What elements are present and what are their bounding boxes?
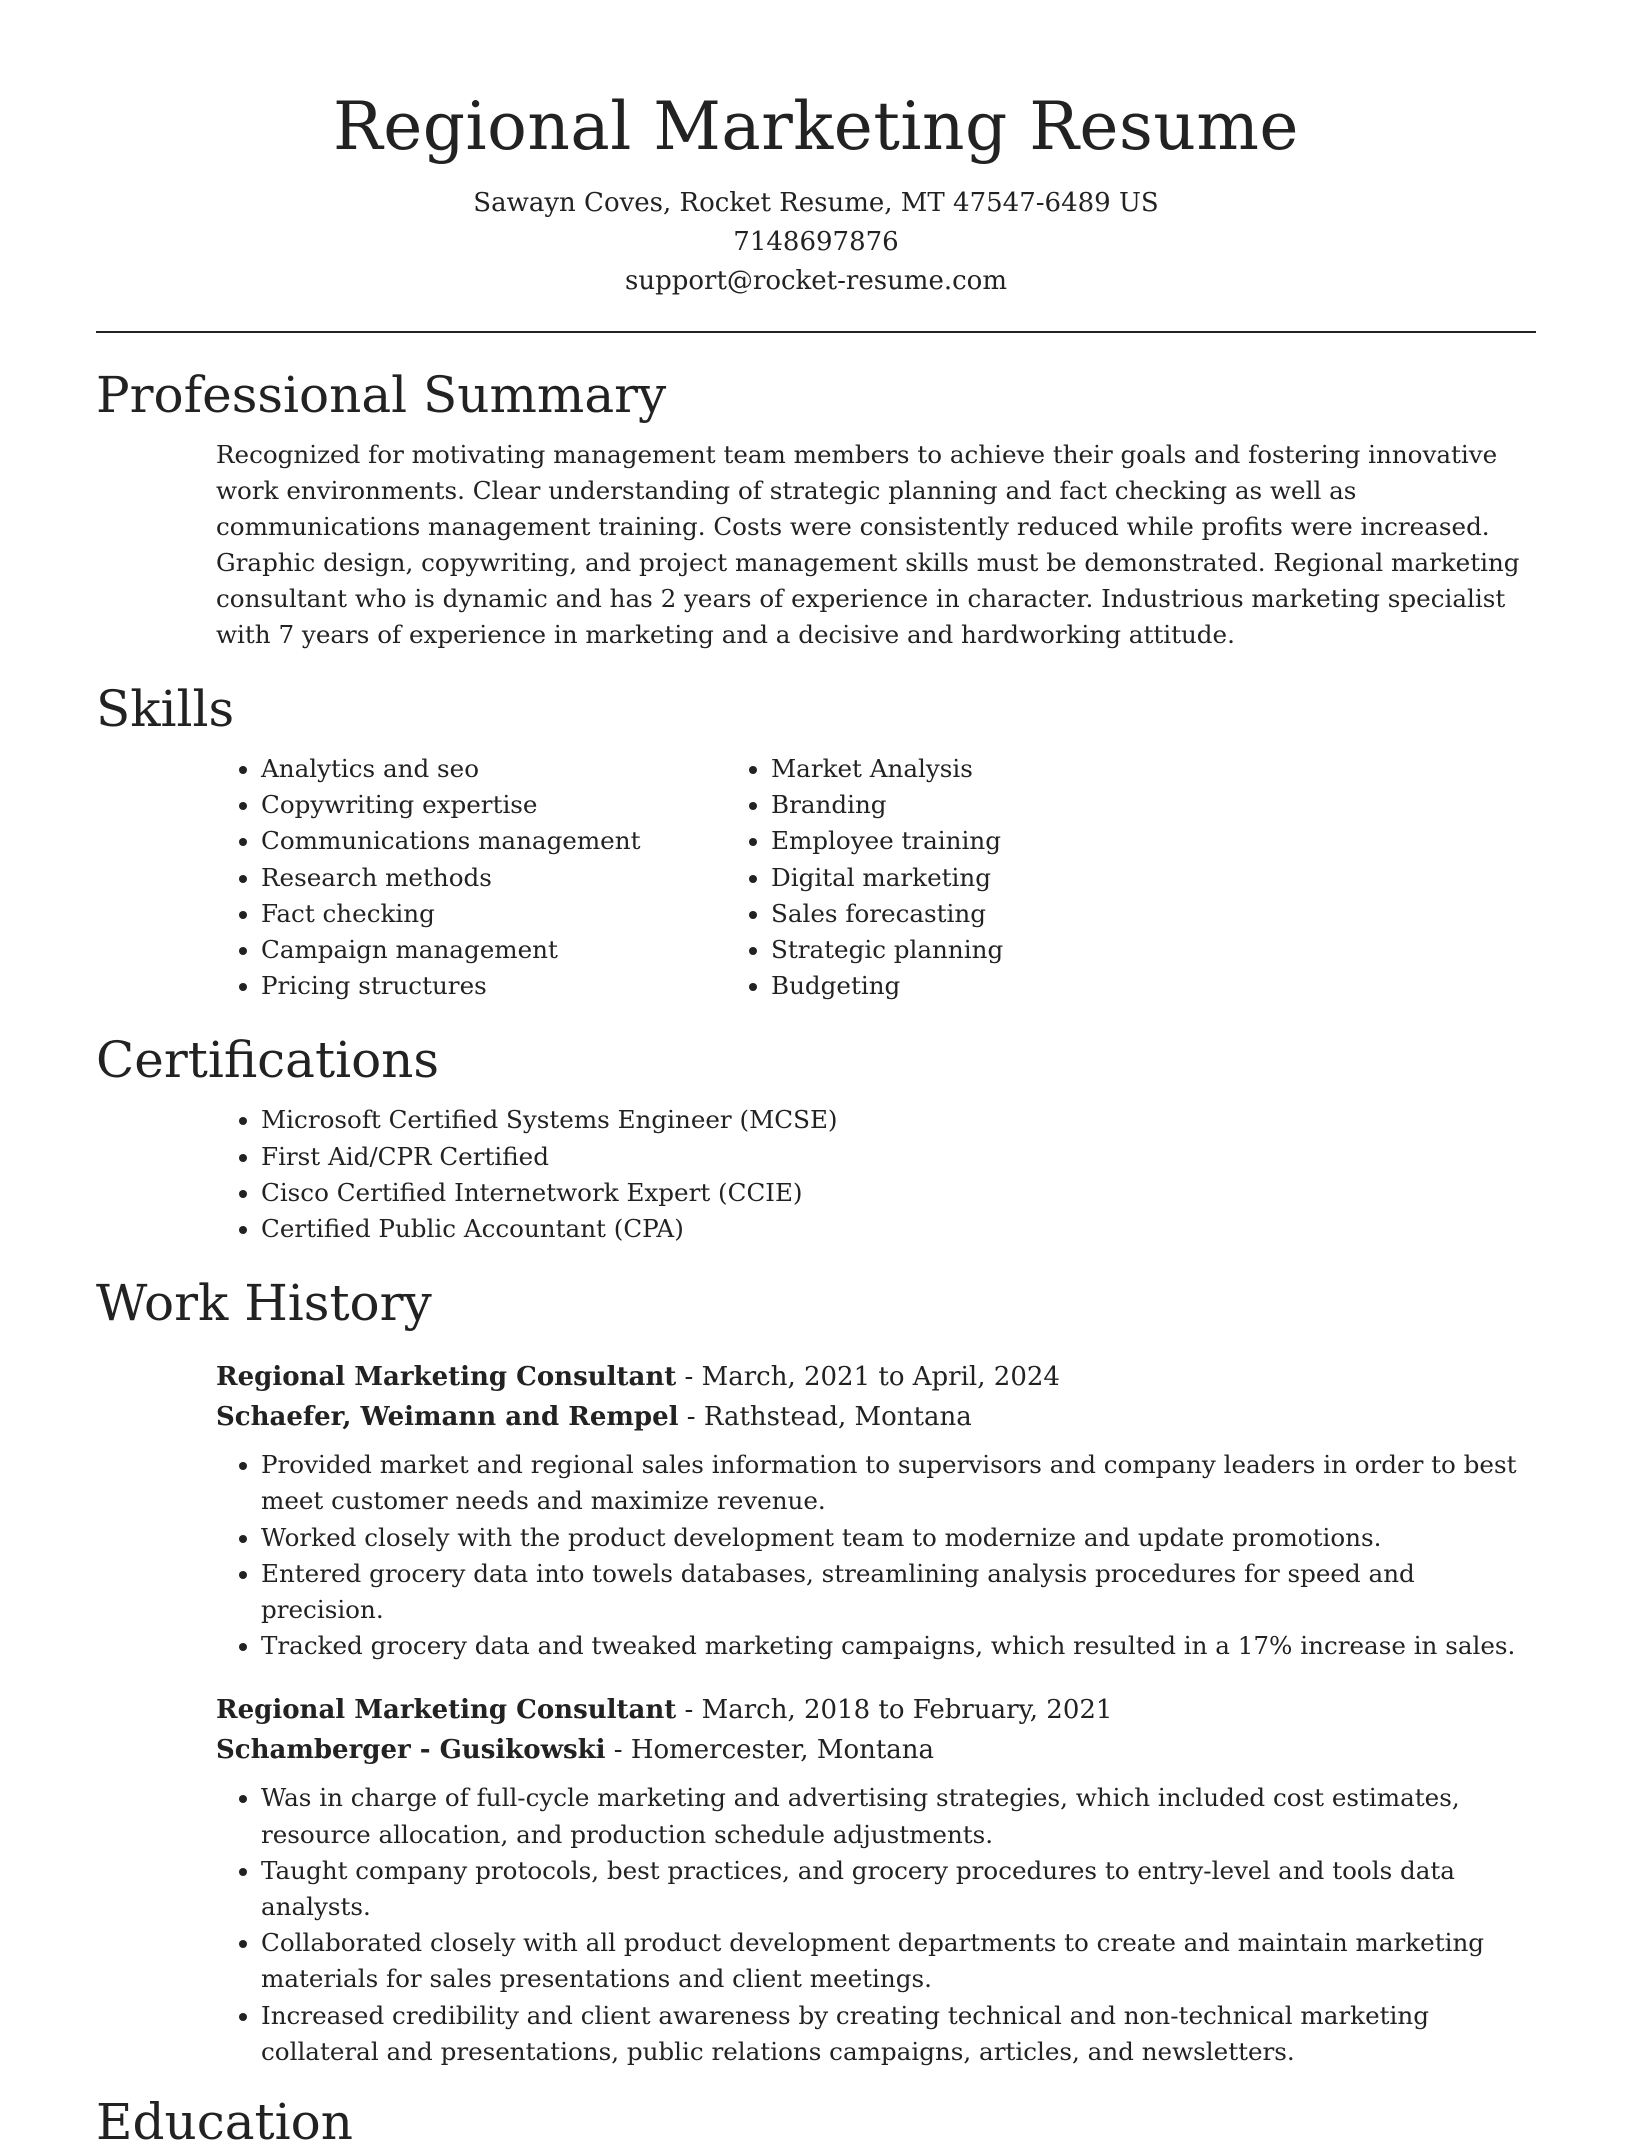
- certifications-section: [96, 1028, 1536, 1247]
- job-dates: - March, 2018 to February, 2021: [676, 1695, 1113, 1726]
- job-duty: • Collaborated closely with all product development departments to create and maintain marketing materials for sales presentations and client meetings.: [261, 1925, 1536, 1997]
- job-entry: [216, 1690, 1536, 2070]
- job-title: Regional Marketing Consultant: [216, 1362, 677, 1393]
- education-heading: Education: [96, 2093, 353, 2152]
- skill-item: • Campaign management: [261, 932, 746, 968]
- work-history-section: [96, 1271, 1536, 2070]
- skills-list-right: [771, 751, 1003, 1004]
- certifications-list: [96, 1102, 1536, 1247]
- skill-item: • Strategic planning: [771, 932, 1003, 968]
- job-duty: • Entered grocery data into towels databases, streamlining analysis procedures for speed and precision.: [261, 1556, 1536, 1628]
- certification-item: • Cisco Certified Internetwork Expert (CCIE): [261, 1175, 1536, 1211]
- resume-title: Regional Marketing Resume: [333, 88, 1299, 165]
- skill-item: • Branding: [771, 787, 1003, 823]
- skill-item: • Market Analysis: [771, 751, 1003, 787]
- skill-item: • Communications management: [261, 823, 746, 859]
- job-location: - Homercester, Montana: [605, 1735, 935, 1766]
- job-company: Schamberger - Gusikowski: [216, 1735, 606, 1766]
- job-title: Regional Marketing Consultant: [216, 1695, 677, 1726]
- skill-item: • Sales forecasting: [771, 896, 1003, 932]
- job-location: - Rathstead, Montana: [678, 1402, 972, 1433]
- job-duty: • Increased credibility and client awareness by creating technical and non-technical marketing collateral and presentations, public relations campaigns, articles, and newsletters.: [261, 1998, 1536, 2070]
- address: Sawayn Coves, Rocket Resume, MT 47547-6489 US: [473, 188, 1159, 218]
- summary-text: Recognized for motivating management team members to achieve their goals and fostering innovative work environments. Clear understanding of strategic planning and fact checking as well as communications management training. Costs were consistently reduced while profits were increased. Graphic design, copywriting, and project management skills must be demonstrated. Regional marketing consultant who is dynamic and has 2 years of experience in character. Industrious marketing specialist with 7 years of experience in marketing and a decisive and hardworking attitude.: [216, 440, 1520, 649]
- job-dates: - March, 2021 to April, 2024: [676, 1362, 1060, 1393]
- skills-list-left: [96, 751, 746, 1004]
- summary-heading: Professional Summary: [96, 366, 667, 424]
- contact-block: [96, 184, 1536, 301]
- certification-item: • Microsoft Certified Systems Engineer (MCSE): [261, 1102, 1536, 1138]
- job-entry: [216, 1357, 1536, 1664]
- job-duty: • Worked closely with the product development team to modernize and update promotions.: [261, 1520, 1536, 1556]
- job-company: Schaefer, Weimann and Rempel: [216, 1402, 679, 1433]
- skill-item: • Copywriting expertise: [261, 787, 746, 823]
- job-duty: • Provided market and regional sales information to supervisors and company leaders in order to best meet customer needs and maximize revenue.: [261, 1447, 1536, 1519]
- skill-item: • Employee training: [771, 823, 1003, 859]
- resume-page: [96, 0, 1536, 2154]
- email: support@rocket-resume.com: [624, 266, 1007, 296]
- skill-item: • Pricing structures: [261, 968, 746, 1004]
- job-duty: • Was in charge of full-cycle marketing and advertising strategies, which included cost estimates, resource allocation, and production schedule adjustments.: [261, 1780, 1536, 1852]
- skills-heading: Skills: [96, 680, 235, 738]
- certifications-heading: Certifications: [96, 1031, 440, 1090]
- summary-section: [96, 363, 1536, 653]
- skills-section: [96, 677, 1536, 1004]
- skill-item: • Research methods: [261, 860, 746, 896]
- skill-item: • Fact checking: [261, 896, 746, 932]
- education-section: [96, 2090, 1536, 2154]
- job-duty: • Tracked grocery data and tweaked marketing campaigns, which resulted in a 17% increase in sales.: [261, 1628, 1536, 1664]
- skill-item: • Analytics and seo: [261, 751, 746, 787]
- job-title-line: [216, 1690, 1536, 1730]
- certification-item: • First Aid/CPR Certified: [261, 1139, 1536, 1175]
- job-company-line: [216, 1397, 1536, 1437]
- header-divider: [96, 331, 1536, 333]
- job-title-line: [216, 1357, 1536, 1397]
- certification-item: • Certified Public Accountant (CPA): [261, 1211, 1536, 1247]
- work-history-heading: Work History: [96, 1274, 432, 1333]
- job-duty: • Taught company protocols, best practices, and grocery procedures to entry-level and tools data analysts.: [261, 1853, 1536, 1925]
- skills-columns: [96, 751, 1536, 1004]
- skill-item: • Digital marketing: [771, 860, 1003, 896]
- job-company-line: [216, 1730, 1536, 1770]
- skill-item: • Budgeting: [771, 968, 1003, 1004]
- phone: 7148697876: [733, 227, 899, 257]
- job-duties-list: [216, 1447, 1536, 1664]
- job-duties-list: [216, 1780, 1536, 2070]
